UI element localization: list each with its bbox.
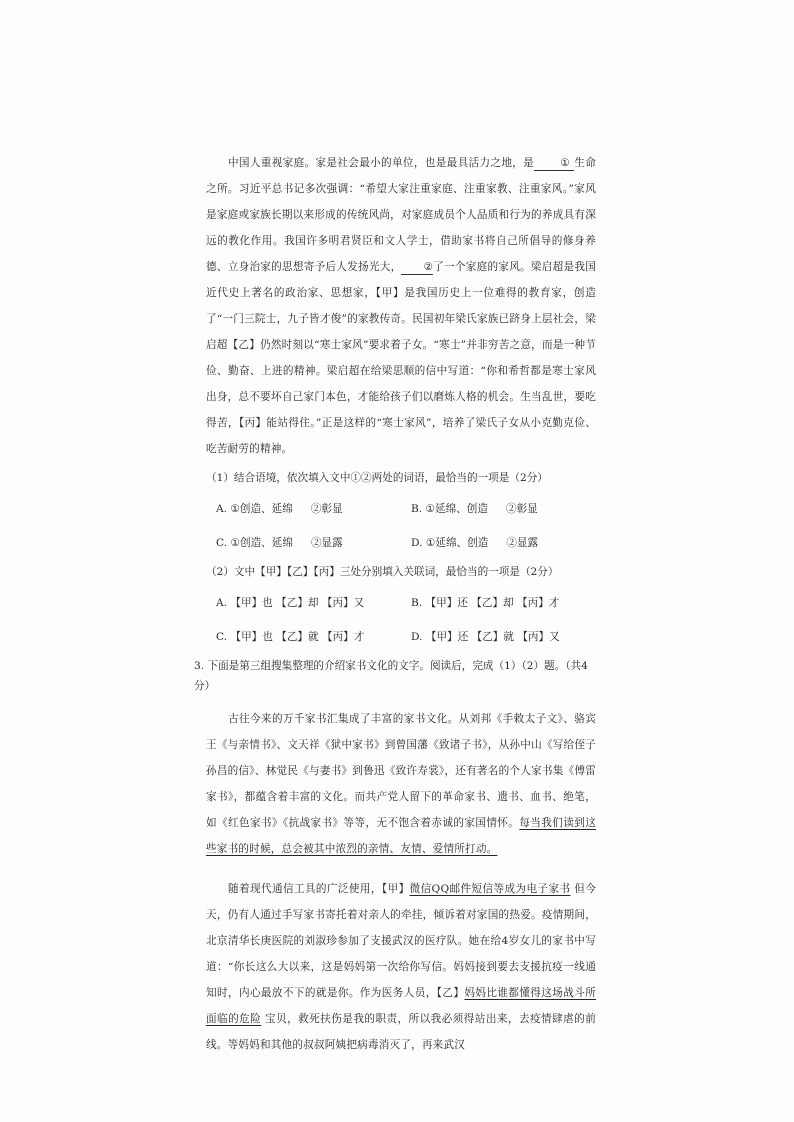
document-content <box>194 150 597 1058</box>
option-text: 【乙】就 <box>276 631 319 643</box>
q2-option-a[interactable] <box>206 586 401 620</box>
option-text: 【甲】也 <box>230 597 273 609</box>
option-label: B. <box>411 597 423 609</box>
option-text: ②显露 <box>506 537 539 549</box>
passage1-part2: 生命之所。习近平总书记多次强调：“希望大家注重家庭、注重家教、注重家风。”家风是家庭或家族长期以来形成的传统风尚，对家庭成员个人品质和行为的养成具有深远的教化作用。我国许多明君贤臣和文人学士，借助家书将自己所倡导的修身养德、立身治家的思想寄予后人发扬光大， <box>206 157 596 273</box>
option-text: 【丙】又 <box>517 631 560 643</box>
passage3-part1: 随着现代通信工具的广泛使用，【甲】 <box>228 883 410 895</box>
option-text: ①创造、延绵 <box>230 537 293 549</box>
q1-option-b[interactable] <box>401 492 596 526</box>
option-text: 【乙】却 <box>276 597 319 609</box>
blank-2: ② <box>401 260 433 275</box>
q2-option-b[interactable] <box>401 586 596 620</box>
passage1-part1: 中国人重视家庭。家是社会最小的单位，也是最具活力之地，是 <box>228 157 535 169</box>
option-text: 【丙】才 <box>517 597 560 609</box>
q1-option-c[interactable] <box>206 526 401 560</box>
underlined-sentence: 每当我们读到这些家书的时候，总会被其中浓烈的亲情、友情、爱情所打动。 <box>206 817 597 855</box>
option-label: C. <box>216 537 228 549</box>
option-text: 【乙】就 <box>471 631 514 643</box>
question-1-options <box>206 492 596 560</box>
option-label: C. <box>216 631 228 643</box>
passage3-part2: 但今天，仍有人通过手写家书寄托着对亲人的牵挂，倾诉着对家国的热爱。疫情期间，北京清华长庚医院的刘淑珍参加了支援武汉的医疗队。她在给4岁女儿的家书中写道：“你长这么大以来，这是妈妈第一次给你写信。妈妈接到要去支援抗疫一线通知时，内心最放不下的就是你。作为医务人员，【乙】 <box>206 883 597 999</box>
option-label: D. <box>411 537 423 549</box>
option-label: D. <box>411 631 423 643</box>
option-label: A. <box>216 503 228 515</box>
question-2-options <box>206 586 596 654</box>
option-text: ①延绵、创造 <box>425 503 488 515</box>
q1-option-a[interactable] <box>206 492 401 526</box>
section-3-title: 3. 下面是第三组搜集整理的介绍家书文化的文字。阅读后，完成（1）（2）题。（共4分） <box>194 660 588 692</box>
option-text: ①延绵、创造 <box>425 537 489 549</box>
underlined-phrase-yi: 妈妈比谁都懂得这场战斗所面临的危险 <box>206 987 596 1025</box>
option-text: 【甲】还 <box>425 631 469 643</box>
q2-option-d[interactable] <box>401 620 596 654</box>
option-text: 【甲】还 <box>425 597 468 609</box>
option-text: 【甲】也 <box>230 631 273 643</box>
q1-option-d[interactable] <box>401 526 596 560</box>
question-2-stem: （2）文中【甲】【乙】【丙】三处分别填入关联词，最恰当的一项是（2分） <box>206 566 559 578</box>
option-text: ②显露 <box>310 537 343 549</box>
option-text: 【丙】又 <box>321 597 365 609</box>
option-label: A. <box>216 597 228 609</box>
underlined-phrase-jia: 微信QQ邮件短信等成为电子家书 <box>409 883 571 895</box>
option-text: ①创造、延绵 <box>230 503 293 515</box>
option-label: B. <box>411 503 423 515</box>
passage2-part1: 古往今来的万千家书汇集成了丰富的家书文化。从刘邦《手敕太子文》、骆宾王《与亲情书》、文天祥《狱中家书》到曾国藩《致诸子书》，从孙中山《写给侄子孙昌的信》、林觉民《与妻书》到鲁迅《致许寿裳》，还有著名的个人家书集《傅雷家书》，都蕴含着丰富的文化。而共产党人留下的革命家书、遗书、血书、绝笔，如《红色家书》《抗战家书》等等，无不饱含着赤诚的家国情怀。 <box>206 713 596 829</box>
passage-modern-letters <box>206 876 596 1058</box>
q2-option-c[interactable] <box>206 620 401 654</box>
passage-family-letters <box>206 706 596 862</box>
option-text: ②彰显 <box>506 503 538 515</box>
option-text: 【乙】却 <box>471 597 514 609</box>
option-text: ②彰显 <box>310 503 343 515</box>
passage1-part3: 了一个家庭的家风。梁启超是我国近代史上著名的政治家、思想家，【甲】是我国历史上一位难得的教育家，创造了“一门三院士，九子皆才俊”的家教传奇。民国初年梁氏家族已跻身上层社会，梁启超【乙】仍然时刻以“寒士家风”要求着子女。“寒士”并非穷苦之意，而是一种节俭、勤奋、上进的精神。梁启超在给梁思顺的信中写道：“你和希哲都是寒士家风出身，总不要坏自己家门本色，才能给孩子们以磨炼人格的机会。生当乱世，要吃得苦，【丙】能站得住。”正是这样的“寒士家风”，培养了梁氏子女从小克勤克俭、吃苦耐劳的精神。 <box>206 261 596 455</box>
question-1-stem: （1）结合语境，依次填入文中①②两处的词语，最恰当的一项是（2分） <box>206 472 548 484</box>
blank-1: ① <box>534 156 574 171</box>
option-text: 【丙】才 <box>321 631 365 643</box>
passage3-part3: 宝贝，救死扶伤是我的职责，所以我必须得站出来，去疫情肆虐的前线。等妈妈和其他的叔叔阿姨把病毒消灭了，再来武汉 <box>206 1013 596 1051</box>
passage-family-tradition <box>206 150 596 462</box>
